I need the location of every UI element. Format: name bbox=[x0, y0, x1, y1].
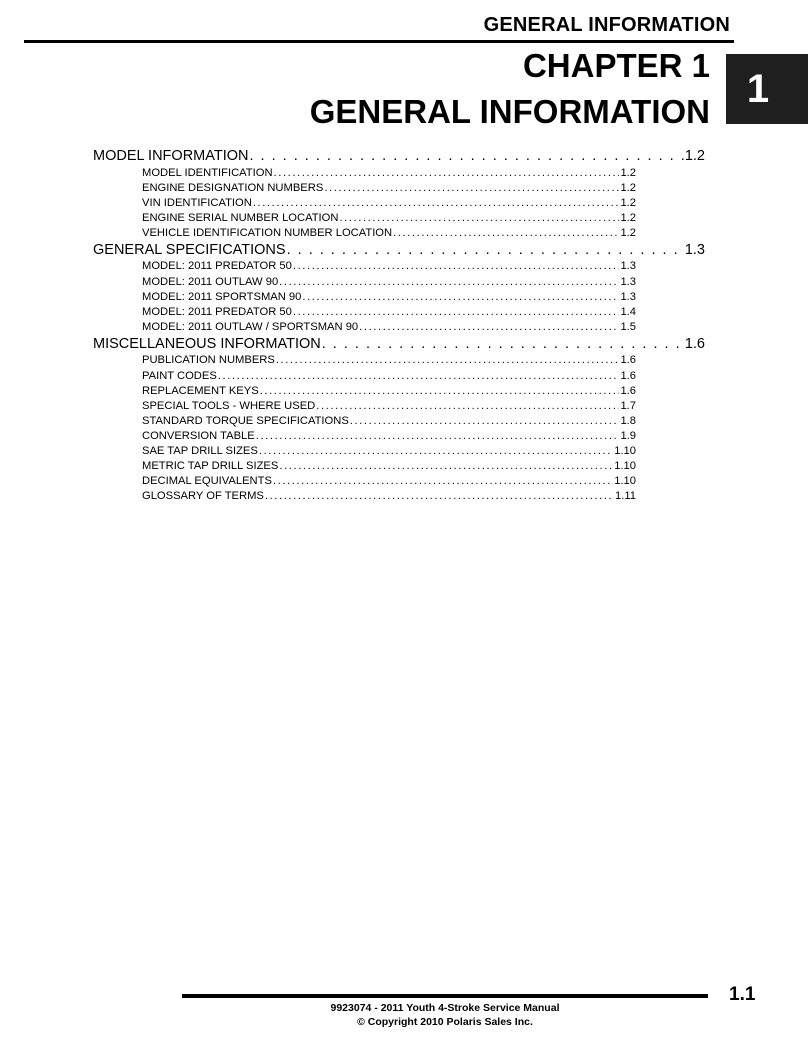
toc-section-label: MISCELLANEOUS INFORMATION bbox=[93, 335, 321, 352]
toc-entry-page: 1.8 bbox=[620, 414, 636, 427]
toc-section-page: 1.6 bbox=[684, 335, 705, 352]
dot-leader bbox=[359, 320, 619, 335]
toc-entry[interactable] bbox=[142, 489, 636, 504]
toc-entry[interactable] bbox=[142, 444, 636, 459]
dot-leader bbox=[350, 414, 620, 429]
toc-entry-page: 1.4 bbox=[620, 305, 636, 318]
toc-entry-page: 1.2 bbox=[620, 166, 636, 179]
dot-leader bbox=[279, 459, 613, 474]
toc-entry-label: DECIMAL EQUIVALENTS bbox=[142, 475, 272, 488]
toc-section-page: 1.2 bbox=[684, 148, 705, 164]
toc-entry-label: PUBLICATION NUMBERS bbox=[142, 354, 275, 367]
toc-entry-label: REPLACEMENT KEYS bbox=[142, 384, 259, 397]
toc-entry[interactable] bbox=[142, 259, 636, 274]
toc-entry-page: 1.10 bbox=[614, 475, 636, 488]
chapter-tab: 1 bbox=[726, 54, 808, 124]
dot-leader bbox=[393, 226, 619, 241]
toc-section-miscellaneous-information[interactable] bbox=[93, 335, 705, 354]
running-header-title: GENERAL INFORMATION bbox=[483, 14, 730, 36]
dot-leader bbox=[322, 335, 684, 354]
toc-entry-label: PAINT CODES bbox=[142, 369, 217, 382]
dot-leader bbox=[302, 290, 619, 305]
toc-entry[interactable] bbox=[142, 275, 636, 290]
toc-entry-page: 1.10 bbox=[614, 445, 636, 457]
toc-entry[interactable] bbox=[142, 181, 636, 196]
toc-section-general-specifications[interactable] bbox=[93, 241, 705, 260]
footer-copyright: © Copyright 2010 Polaris Sales Inc. bbox=[357, 1016, 533, 1028]
toc-entry-page: 1.6 bbox=[620, 369, 636, 382]
toc-entry-page: 1.10 bbox=[614, 460, 636, 473]
dot-leader bbox=[273, 474, 613, 489]
toc-entry-page: 1.6 bbox=[620, 354, 636, 367]
toc-entry[interactable] bbox=[142, 305, 636, 320]
toc-entry[interactable] bbox=[142, 290, 636, 305]
header-rule bbox=[24, 40, 734, 43]
toc-section-model-information[interactable] bbox=[93, 147, 705, 166]
toc-entry-page: 1.3 bbox=[620, 290, 636, 303]
toc-entry-label: SAE TAP DRILL SIZES bbox=[142, 445, 258, 457]
toc-entry-label: CONVERSION TABLE bbox=[142, 429, 255, 442]
dot-leader bbox=[218, 369, 620, 384]
section-title: GENERAL INFORMATION bbox=[309, 93, 710, 130]
toc-entry-label: MODEL: 2011 OUTLAW / SPORTSMAN 90 bbox=[142, 320, 359, 333]
toc-entry-label: GLOSSARY OF TERMS bbox=[142, 490, 264, 503]
toc-entry[interactable] bbox=[142, 166, 636, 181]
toc-entry-label: STANDARD TORQUE SPECIFICATIONS bbox=[142, 414, 349, 427]
toc-entry-label: METRIC TAP DRILL SIZES bbox=[142, 460, 279, 473]
toc-section-label: MODEL INFORMATION bbox=[93, 148, 249, 164]
toc-section-page: 1.3 bbox=[684, 241, 705, 258]
toc-entry-page: 1.11 bbox=[615, 490, 636, 503]
toc-entry[interactable] bbox=[142, 196, 636, 211]
toc-entry-page: 1.2 bbox=[620, 181, 636, 194]
dot-leader bbox=[287, 241, 684, 260]
dot-leader bbox=[265, 489, 614, 504]
dot-leader bbox=[249, 147, 683, 166]
dot-leader bbox=[293, 305, 620, 320]
toc-entry[interactable] bbox=[142, 429, 636, 444]
toc-section-label: GENERAL SPECIFICATIONS bbox=[93, 241, 286, 258]
toc-entry-label: MODEL IDENTIFICATION bbox=[142, 166, 273, 179]
toc-entry-label: ENGINE SERIAL NUMBER LOCATION bbox=[142, 211, 339, 224]
toc-entry-page: 1.2 bbox=[620, 226, 636, 239]
toc-entry-page: 1.3 bbox=[620, 260, 636, 273]
chapter-title: CHAPTER 1 bbox=[522, 47, 710, 84]
toc-entry-page: 1.2 bbox=[620, 196, 636, 209]
toc-entry-label: MODEL: 2011 OUTLAW 90 bbox=[142, 275, 279, 288]
toc-entry[interactable] bbox=[142, 226, 636, 241]
toc-entry[interactable] bbox=[142, 384, 636, 399]
dot-leader bbox=[339, 211, 619, 226]
toc-entry[interactable] bbox=[142, 399, 636, 414]
dot-leader bbox=[279, 275, 619, 290]
dot-leader bbox=[260, 384, 620, 399]
toc-entry-label: MODEL: 2011 PREDATOR 50 bbox=[142, 305, 292, 318]
dot-leader bbox=[324, 181, 619, 196]
toc-entry-label: MODEL: 2011 PREDATOR 50 bbox=[142, 260, 292, 273]
toc-entry[interactable] bbox=[142, 369, 636, 384]
toc-entry[interactable] bbox=[142, 414, 636, 429]
toc-entry[interactable] bbox=[142, 459, 636, 474]
toc-entry-label: MODEL: 2011 SPORTSMAN 90 bbox=[142, 290, 302, 303]
toc-entry-page: 1.9 bbox=[620, 429, 636, 442]
toc-entry[interactable] bbox=[142, 211, 636, 226]
footer-manual-title: 9923074 - 2011 Youth 4-Stroke Service Manual bbox=[330, 1002, 560, 1014]
table-of-contents bbox=[93, 147, 705, 504]
dot-leader bbox=[316, 399, 619, 414]
toc-entry-page: 1.2 bbox=[620, 211, 636, 224]
dot-leader bbox=[259, 444, 613, 459]
toc-entry-page: 1.6 bbox=[620, 384, 636, 397]
toc-entry[interactable] bbox=[142, 353, 636, 368]
toc-entry-label: ENGINE DESIGNATION NUMBERS bbox=[142, 181, 324, 194]
toc-entry-label: SPECIAL TOOLS - WHERE USED bbox=[142, 399, 316, 412]
toc-entry[interactable] bbox=[142, 474, 636, 489]
toc-entry-label: VEHICLE IDENTIFICATION NUMBER LOCATION bbox=[142, 226, 393, 239]
dot-leader bbox=[274, 166, 620, 181]
toc-entry-page: 1.3 bbox=[620, 275, 636, 288]
toc-entry-label: VIN IDENTIFICATION bbox=[142, 196, 252, 209]
dot-leader bbox=[253, 196, 620, 211]
toc-entry[interactable] bbox=[142, 320, 636, 335]
footer-rule bbox=[182, 994, 708, 998]
dot-leader bbox=[276, 353, 620, 368]
toc-entry-page: 1.5 bbox=[620, 320, 636, 333]
page-number: 1.1 bbox=[729, 984, 756, 1005]
dot-leader bbox=[256, 429, 620, 444]
toc-entry-page: 1.7 bbox=[620, 399, 636, 412]
dot-leader bbox=[293, 259, 620, 274]
